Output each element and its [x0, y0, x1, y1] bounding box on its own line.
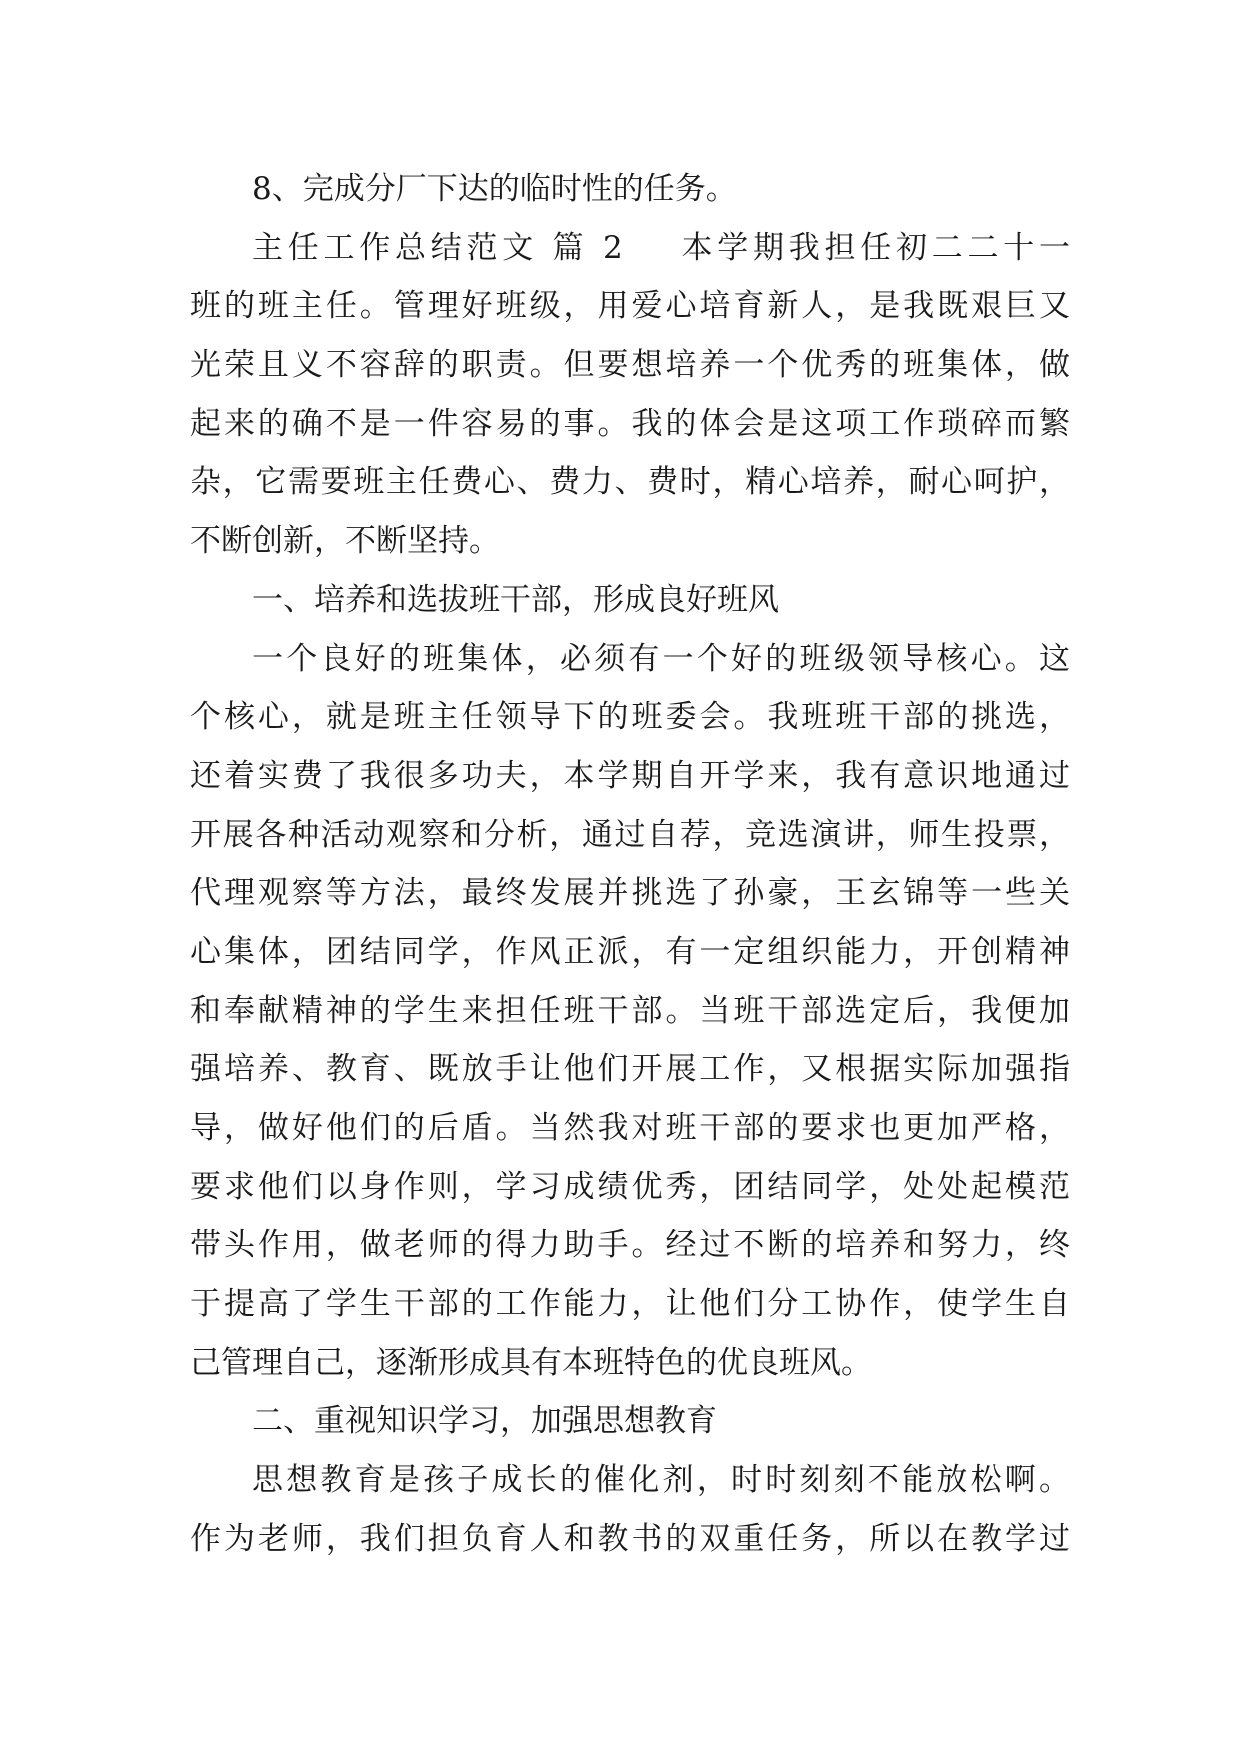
paragraph-line: 起来的确不是一件容易的事。我的体会是这项工作琐碎而繁: [190, 405, 1070, 442]
paragraph-line: 光荣且义不容辞的职责。但要想培养一个优秀的班集体，做: [190, 347, 1070, 384]
article-heading: 主任工作总结范文 篇 2: [252, 229, 623, 266]
paragraph-line: 班的班主任。管理好班级，用爱心培育新人，是我既艰巨又: [190, 288, 1070, 325]
article-heading-line: [190, 219, 1070, 278]
paragraph-text: 本学期我担任初二二十一: [676, 229, 1070, 266]
paragraph-line: 导，做好他们的后盾。当然我对班干部的要求也更加严格，: [190, 1110, 1070, 1146]
paragraph-line: 思想教育是孩子成长的催化剂，时时刻刻不能放松啊。: [252, 1462, 1070, 1499]
paragraph-line: 代理观察等方法，最终发展并挑选了孙豪，王玄锦等一些关: [190, 875, 1070, 912]
paragraph-line: 个核心，就是班主任领导下的班委会。我班班干部的挑选，: [190, 699, 1070, 736]
paragraph-line: 一个良好的班集体，必须有一个好的班级领导核心。这: [252, 640, 1070, 677]
paragraph-line: 强培养、教育、既放手让他们开展工作，又根据实际加强指: [190, 1051, 1070, 1088]
paragraph-line: 还着实费了我很多功夫，本学期自开学来，我有意识地通过: [190, 757, 1070, 794]
paragraph-line: 杂，它需要班主任费心、费力、费时，精心培养，耐心呵护，: [190, 464, 1070, 501]
section-heading: 二、重视知识学习，加强思想教育: [252, 1403, 717, 1440]
paragraph-line: 心集体，团结同学，作风正派，有一定组织能力，开创精神: [190, 933, 1070, 970]
section-heading: 一、培养和选拔班干部，形成良好班风: [252, 581, 779, 618]
paragraph-line: 己管理自己，逐渐形成具有本班特色的优良班风。: [190, 1344, 872, 1381]
paragraph-line: 作为老师，我们担负育人和教书的双重任务，所以在教学过: [190, 1520, 1070, 1557]
paragraph-line: 开展各种活动观察和分析，通过自荐，竞选演讲，师生投票，: [190, 816, 1070, 853]
document-body: [190, 160, 1070, 1569]
paragraph-line: 带头作用，做老师的得力助手。经过不断的培养和努力，终: [190, 1227, 1070, 1264]
list-item-line: 8、完成分厂下达的临时性的任务。: [252, 171, 737, 207]
paragraph-line: 于提高了学生干部的工作能力，让他们分工协作，使学生自: [190, 1286, 1070, 1323]
paragraph-line: 不断创新，不断坚持。: [190, 523, 500, 560]
paragraph-line: 和奉献精神的学生来担任班干部。当班干部选定后，我便加: [190, 992, 1070, 1029]
paragraph-line: 要求他们以身作则，学习成绩优秀，团结同学，处处起模范: [190, 1168, 1070, 1205]
